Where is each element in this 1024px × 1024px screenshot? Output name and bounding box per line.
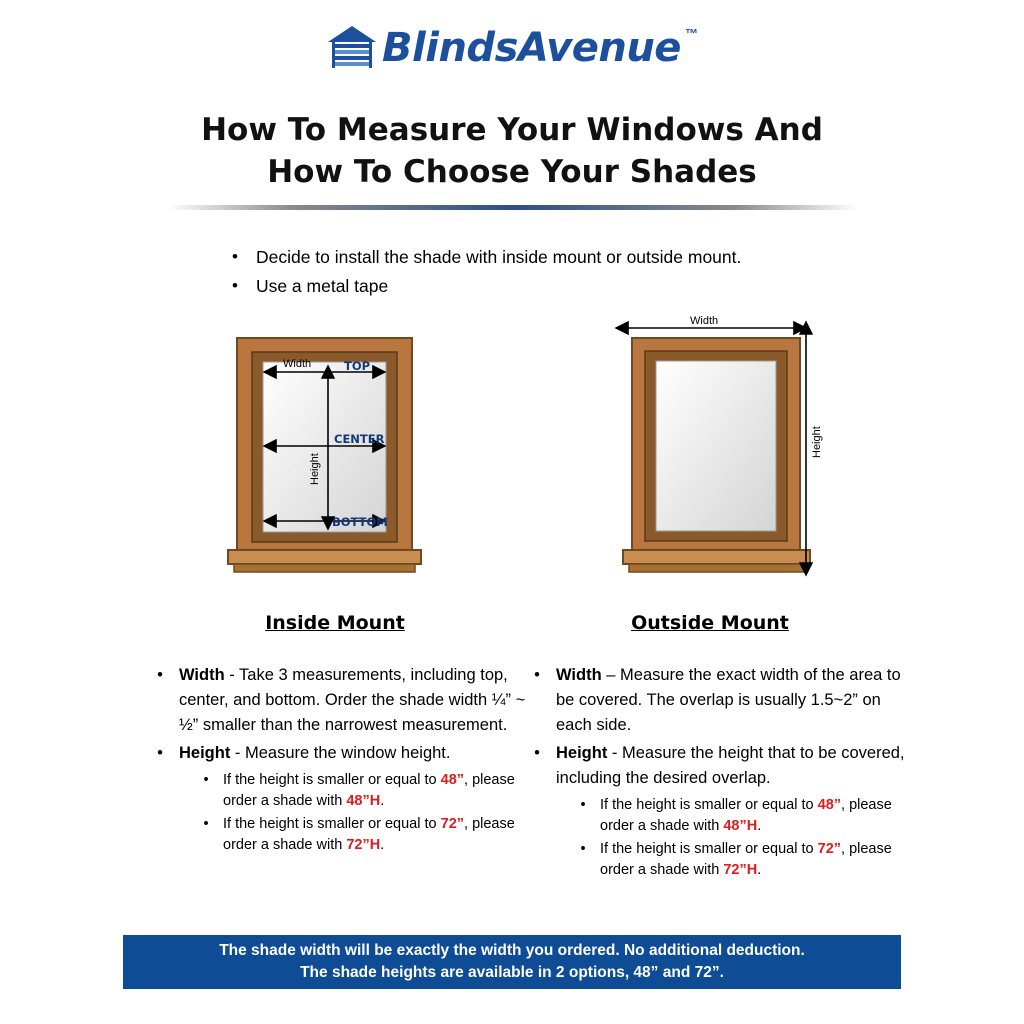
outside-height-sub-list bbox=[578, 795, 912, 881]
brand-name: BlindsAvenue bbox=[382, 25, 681, 71]
list-item bbox=[532, 741, 912, 791]
list-item bbox=[232, 272, 932, 301]
list-item bbox=[532, 663, 912, 737]
bullet-icon: • bbox=[534, 666, 540, 684]
inside-height-instruction bbox=[179, 741, 535, 766]
bullet-icon: • bbox=[157, 666, 163, 684]
trademark-symbol: ™ bbox=[684, 26, 698, 41]
title-divider bbox=[168, 205, 858, 210]
inside-height-sub-list bbox=[201, 770, 535, 856]
list-item bbox=[155, 663, 535, 737]
bullet-icon: • bbox=[232, 275, 238, 295]
footer-line-2: The shade heights are available in 2 options, 48” and 72”. bbox=[300, 964, 724, 981]
outside-width-instruction bbox=[556, 663, 912, 737]
sub-text-pre: If the height is smaller or equal to bbox=[223, 772, 441, 788]
sub-text-pre: If the height is smaller or equal to bbox=[600, 796, 818, 813]
term-height-text: - Measure the window height. bbox=[230, 744, 451, 763]
inside-mount-instructions bbox=[155, 663, 535, 858]
bullet-icon: • bbox=[580, 796, 586, 813]
svg-text:Height: Height bbox=[309, 453, 321, 485]
svg-text:Width: Width bbox=[283, 358, 312, 370]
bullet-icon: • bbox=[157, 744, 163, 763]
svg-text:BOTTOM: BOTTOM bbox=[332, 515, 388, 529]
outside-mount-instructions bbox=[532, 663, 912, 883]
term-width-text: – Measure the exact width of the area to be covered. The overlap is usually 1.5~2” on each side. bbox=[556, 666, 901, 734]
inside-mount-caption: Inside Mount bbox=[265, 612, 405, 634]
sub-text-pre: If the height is smaller or equal to bbox=[600, 840, 818, 857]
term-width: Width bbox=[556, 666, 602, 684]
brand-logo bbox=[0, 22, 1024, 74]
intro-bullet-list bbox=[232, 243, 932, 301]
bullet-icon: • bbox=[580, 840, 586, 857]
svg-text:Height: Height bbox=[811, 426, 823, 458]
sub-text-mid: , please order a shade with bbox=[600, 796, 892, 834]
page-title-line-2: How To Choose Your Shades bbox=[267, 153, 757, 190]
bullet-icon: • bbox=[203, 772, 209, 788]
height-value-72: 72” bbox=[817, 840, 842, 857]
list-item bbox=[578, 795, 912, 837]
svg-text:Width: Width bbox=[690, 315, 719, 327]
list-item bbox=[232, 243, 932, 272]
intro-bullet-1: Decide to install the shade with inside mount or outside mount. bbox=[255, 247, 742, 267]
list-item bbox=[155, 741, 535, 766]
inside-width-instruction bbox=[179, 663, 535, 737]
list-item bbox=[201, 814, 535, 856]
sub-text-post: . bbox=[757, 861, 762, 878]
house-blinds-icon bbox=[326, 22, 378, 74]
sub-text-pre: If the height is smaller or equal to bbox=[223, 816, 441, 833]
term-height: Height bbox=[179, 744, 231, 763]
page-title bbox=[0, 110, 1024, 194]
sub-text-post: . bbox=[380, 793, 385, 810]
term-width: Width bbox=[179, 666, 225, 684]
outside-height-instruction bbox=[556, 741, 912, 791]
intro-bullet-2: Use a metal tape bbox=[255, 275, 389, 296]
term-height-text: - Measure the height that to be covered, including the desired overlap. bbox=[556, 744, 905, 787]
window-diagrams bbox=[0, 310, 1024, 590]
footer-line-1: The shade width will be exactly the width you ordered. No additional deduction. bbox=[219, 941, 805, 959]
bullet-icon: • bbox=[534, 744, 540, 763]
sub-text-post: . bbox=[380, 837, 385, 854]
footer-note-banner bbox=[123, 935, 901, 989]
height-value-72: 72” bbox=[440, 816, 465, 833]
height-value-48: 48” bbox=[440, 772, 465, 788]
shade-height-72: 72”H bbox=[346, 837, 381, 854]
page-title-line-1: How To Measure Your Windows And bbox=[201, 112, 823, 148]
height-value-48: 48” bbox=[817, 796, 842, 813]
bullet-icon: • bbox=[203, 816, 209, 833]
term-width-text: - Take 3 measurements, including top, center, and bottom. Order the shade width ¼” ~ ½” smaller than the narrowest measurement. bbox=[179, 666, 526, 734]
svg-text:CENTER: CENTER bbox=[334, 432, 385, 446]
outside-mount-caption: Outside Mount bbox=[631, 612, 789, 634]
sub-text-mid: , please order a shade with bbox=[223, 772, 515, 810]
inside-mount-diagram bbox=[228, 338, 421, 572]
sub-text-mid: , please order a shade with bbox=[223, 816, 515, 854]
shade-height-48: 48”H bbox=[346, 793, 381, 810]
term-height: Height bbox=[556, 744, 608, 763]
shade-height-72: 72”H bbox=[723, 861, 758, 878]
outside-mount-diagram bbox=[616, 315, 823, 575]
list-item bbox=[578, 839, 912, 881]
list-item bbox=[201, 770, 535, 812]
shade-height-48: 48”H bbox=[723, 817, 758, 834]
sub-text-mid: , please order a shade with bbox=[600, 840, 892, 878]
bullet-icon: • bbox=[232, 247, 238, 266]
sub-text-post: . bbox=[757, 817, 762, 834]
svg-text:TOP: TOP bbox=[344, 359, 371, 373]
